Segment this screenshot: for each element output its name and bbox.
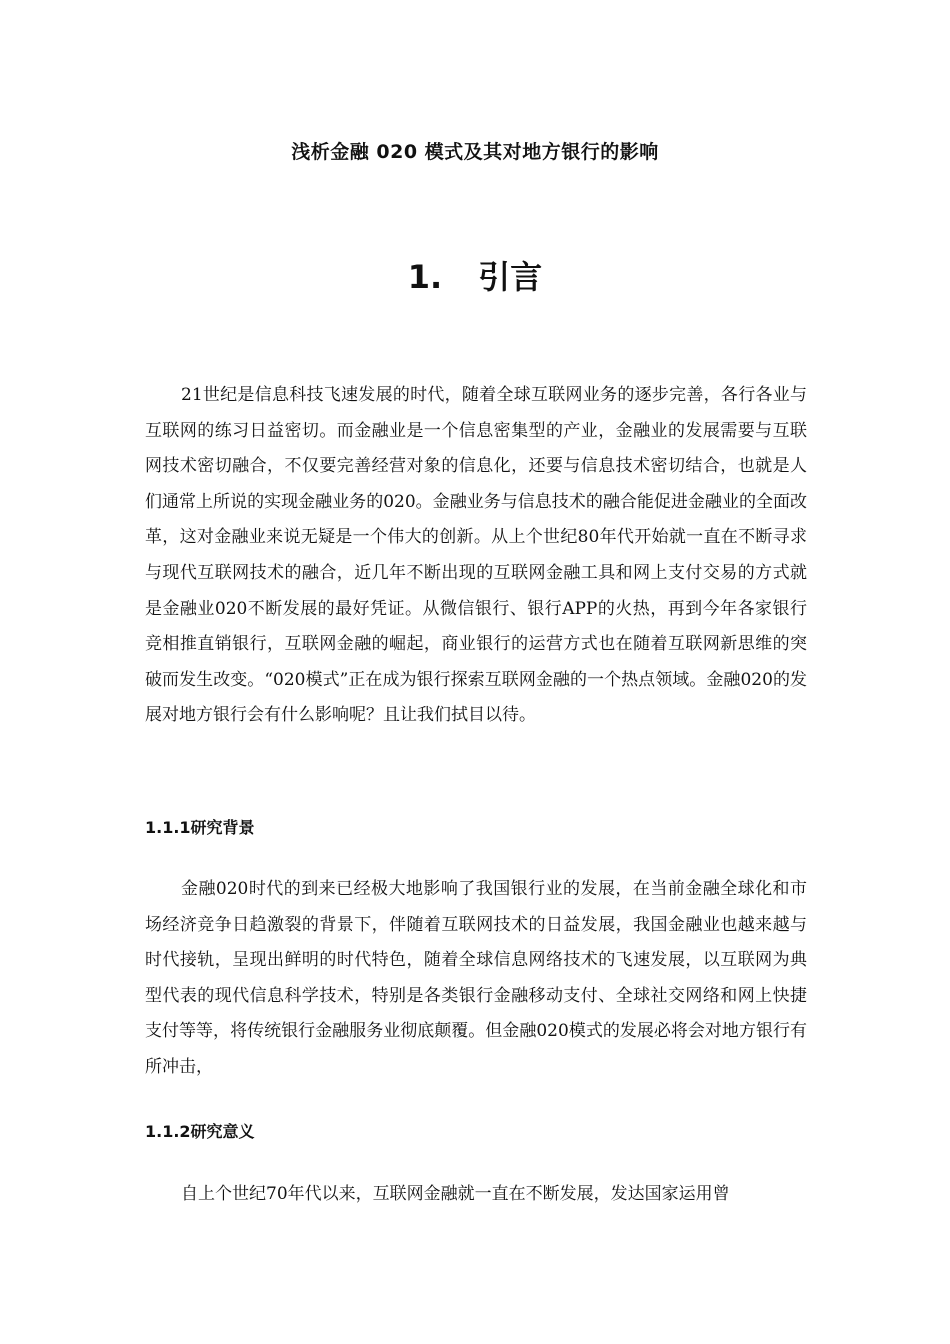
- section-heading-significance: 1.1.2研究意义: [145, 1122, 255, 1141]
- background-paragraph: 金融020时代的到来已经极大地影响了我国银行业的发展，在当前金融全球化和市场经济竞争日趋激裂的背景下，伴随着互联网技术的日益发展，我国金融业也越来越与时代接轨，呈现出鲜明的时代特色，随着全球信息网络技术的飞速发展，以互联网为典型代表的现代信息科学技术，特别是各类银行金融移动支付、全球社交网络和网上快捷支付等等，将传统银行金融服务业彻底颠覆。但金融020模式的发展必将会对地方银行有所冲击，: [145, 879, 807, 1077]
- chapter-number: 1.: [407, 258, 443, 296]
- significance-paragraph: 自上个世纪70年代以来，互联网金融就一直在不断发展，发达国家运用曾: [181, 1184, 730, 1204]
- chapter-title: 引言: [478, 258, 543, 296]
- chapter-heading: [0, 252, 950, 302]
- intro-paragraph: 21世纪是信息科技飞速发展的时代，随着全球互联网业务的逐步完善，各行各业与互联网的练习日益密切。而金融业是一个信息密集型的产业，金融业的发展需要与互联网技术密切融合，不仅要完善经营对象的信息化，还要与信息技术密切结合，也就是人们通常上所说的实现金融业务的020。金融业务与信息技术的融合能促进金融业的全面改革，这对金融业来说无疑是一个伟大的创新。从上个世纪80年代开始就一直在不断寻求与现代互联网技术的融合，近几年不断出现的互联网金融工具和网上支付交易的方式就是金融业020不断发展的最好凭证。从微信银行、银行APP的火热，再到今年各家银行竞相推直销银行，互联网金融的崛起，商业银行的运营方式也在随着互联网新思维的突破而发生改变。“020模式”正在成为银行探索互联网金融的一个热点领域。金融020的发展对地方银行会有什么影响呢？且让我们拭目以待。: [145, 385, 807, 726]
- document-title: 浅析金融 020 模式及其对地方银行的影响: [291, 141, 659, 163]
- section-heading-background: 1.1.1研究背景: [145, 818, 255, 837]
